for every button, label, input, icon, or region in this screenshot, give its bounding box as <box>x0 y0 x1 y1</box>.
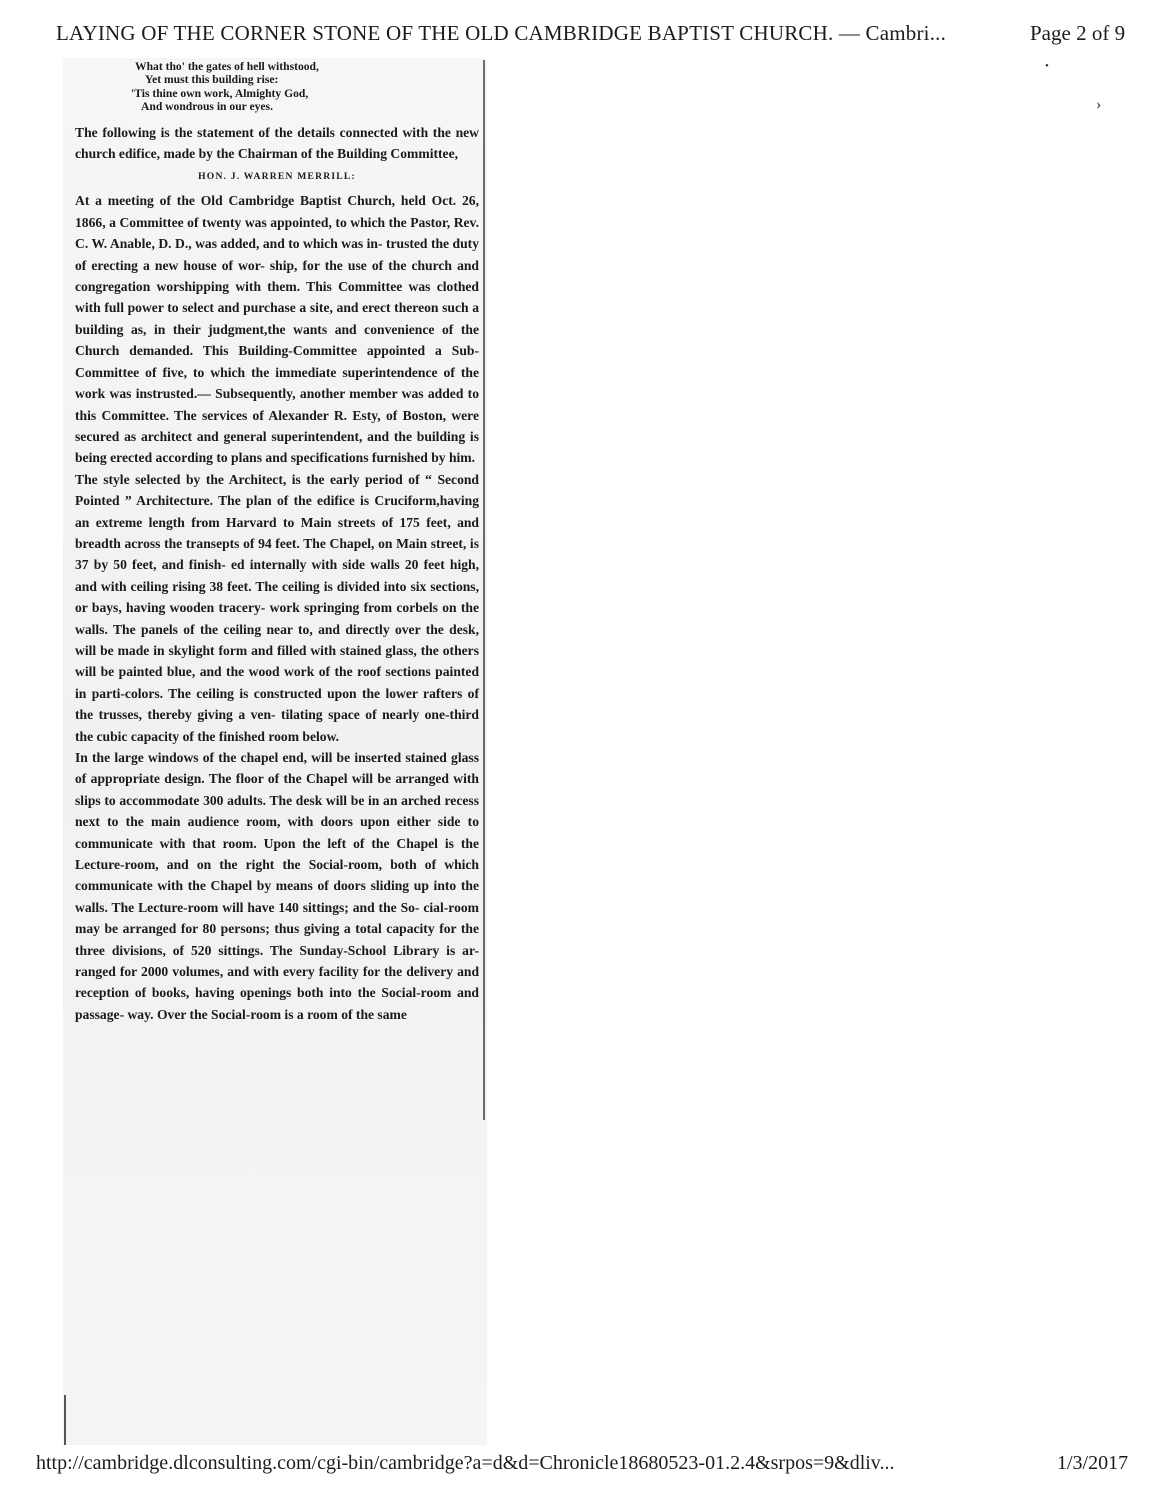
poem-line: Yet must this building rise: <box>145 73 279 87</box>
poem-line: And wondrous in our eyes. <box>141 100 273 114</box>
article-column <box>75 60 479 1025</box>
scan-mark: › <box>1096 96 1102 113</box>
poem-line: What tho' the gates of hell withstood, <box>135 60 319 73</box>
column-rule <box>483 60 485 1120</box>
page-header-title: LAYING OF THE CORNER STONE OF THE OLD CAMBRIDGE BAPTIST CHURCH. — Cambri... <box>56 21 947 45</box>
intro-paragraph: The following is the statement of the details connected with the new church edifice, made by the Chairman of the Building Committee, <box>75 124 479 162</box>
poem-stanza <box>75 60 479 114</box>
article-paragraph: At a meeting of the Old Cambridge Baptist Church, held Oct. 26, 1866, a Committee of twenty was appointed, to which the Pastor, Rev. C. W. Anable, D. D., was added, and to which was in- trusted the duty of erecting a new house of wor- ship, for the use of the church and congregation worshipping with them. This Committee was clothed with full power to select and purchase a site, and erect thereon such a building as, in their judgment,the wants and convenience of the Church demanded. This Building-Committee appointed a Sub-Committee of five, to which the immediate superintendence of the work was instrusted.— Subsequently, another member was added to this Committee. The services of Alexander R. Esty, of Boston, were secured as architect and general superintendent, and the building is being erected according to plans and specifications furnished by him. <box>75 193 479 466</box>
byline: HON. J. WARREN MERRILL: <box>198 171 356 183</box>
source-url: http://cambridge.dlconsulting.com/cgi-bin/cambridge?a=d&d=Chronicle18680523-01.2.4&srpos=9&dliv... <box>36 1452 895 1474</box>
article-paragraph: In the large windows of the chapel end, will be inserted stained glass of appropriate design. The floor of the Chapel will be arranged with slips to accommodate 300 adults. The desk will be in an arched recess next to the main audience room, with doors upon either side to communicate with that room. Upon the left of the Chapel is the Lecture-room, and on the right the Social-room, both of which communicate with the Chapel by means of doors sliding up into the walls. The Lecture-room will have 140 sittings; and the So- cial-room may be arranged for 80 persons; thus giving a total capacity for the three divisions, of 520 sittings. The Sunday-School Library is ar- ranged for 2000 volumes, and with every facility for the delivery and reception of books, having openings both into the Social-room and passage- way. Over the Social-room is a room of the same <box>75 750 479 1022</box>
article-paragraph: The style selected by the Architect, is the early period of “ Second Pointed ” Architecture. The plan of the edifice is Cruciform,having an extreme length from Harvard to Main streets of 175 feet, and breadth across the transepts of 94 feet. The Chapel, on Main street, is 37 by 50 feet, and finish- ed internally with side walls 20 feet high, and with ceiling rising 38 feet. The ceiling is divided into six sections, or bays, having wooden tracery- work springing from corbels on the walls. The panels of the ceiling near to, and directly over the desk, will be made in skylight form and filled with stained glass, the others will be painted blue, and the wood work of the roof sections painted in parti-colors. The ceiling is constructed upon the lower rafters of the trusses, thereby giving a ven- tilating space of nearly one-third the cubic capacity of the finished room below. <box>75 471 479 744</box>
poem-line: 'Tis thine own work, Almighty God, <box>131 86 309 100</box>
page-number: Page 2 of 9 <box>1030 21 1126 45</box>
column-rule-left <box>64 1395 66 1445</box>
scan-speck: • <box>1045 60 1049 72</box>
print-date: 1/3/2017 <box>1057 1452 1129 1474</box>
